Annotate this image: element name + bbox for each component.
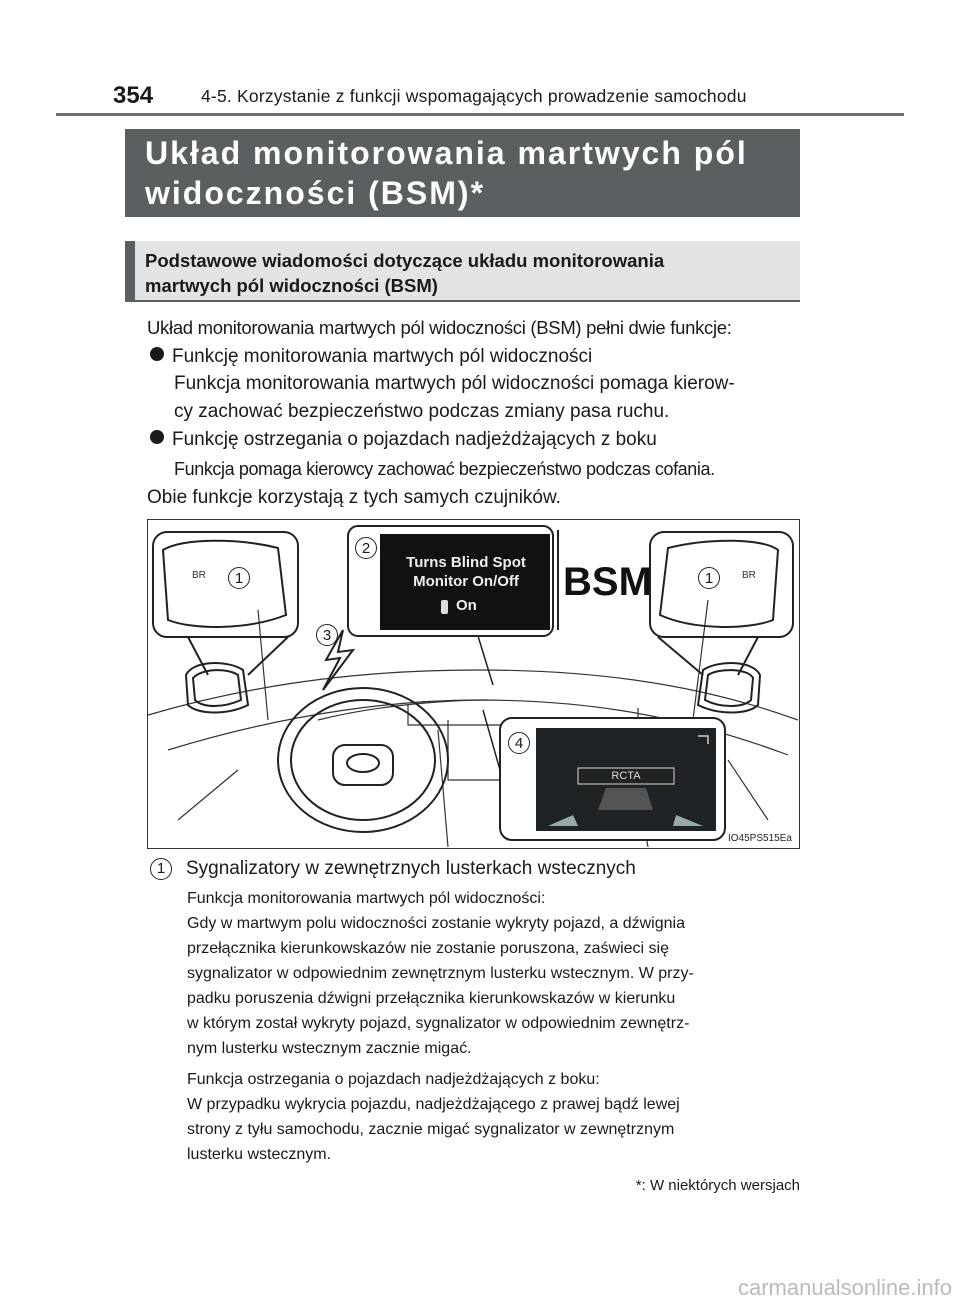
subtitle-line2: martwych pól widoczności (BSM) xyxy=(145,275,438,296)
bsm-label: BSM xyxy=(563,560,652,604)
subtitle-box xyxy=(125,241,800,302)
callout-3: 3 xyxy=(316,624,338,646)
p1-line-2: przełącznika kierunkowskazów nie zostanie poruszona, zaświeci się xyxy=(187,940,670,957)
bullet-1-title xyxy=(150,344,592,370)
p2-head: Funkcja ostrzegania o pojazdach nadjeżdżających z boku: xyxy=(187,1071,600,1088)
footnote: *: W niektórych wersjach xyxy=(635,1177,800,1194)
callout-1-left: 1 xyxy=(228,567,250,589)
p1-line-6: nym lusterku wstecznym zacznie migać. xyxy=(187,1040,472,1057)
p2-line-3: lusterku wstecznym. xyxy=(187,1146,332,1163)
left-mirror xyxy=(186,663,248,712)
left-mirror-zoom xyxy=(153,532,298,675)
p1-line-4: padku poruszenia dźwigni przełącznika kierunkowskazów w kierunku xyxy=(187,990,676,1007)
p1-line-3: sygnalizator w odpowiednim zewnętrznym lusterku wstecznym. W przy- xyxy=(187,965,694,982)
sensors-note: Obie funkcje korzystają z tych samych czujników. xyxy=(147,487,561,508)
mirror-badge-left: BR xyxy=(192,570,206,581)
main-title-line2: widoczności (BSM)* xyxy=(145,175,486,211)
steering-wheel xyxy=(278,688,448,832)
bullet-dot-icon xyxy=(150,430,164,444)
p2-line-2: strony z tyłu samochodu, zacznie migać sygnalizator w zewnętrznym xyxy=(187,1121,675,1138)
callout-2: 2 xyxy=(355,537,377,559)
p1-line-5: w którym został wykryty pojazd, sygnalizator w odpowiednim zewnętrz- xyxy=(187,1015,690,1032)
item-number-badge: 1 xyxy=(150,858,172,880)
header-rule xyxy=(56,113,904,116)
bullet-1-desc-1: Funkcja monitorowania martwych pól widoczności pomaga kierow- xyxy=(174,373,735,394)
mirror-badge-right: BR xyxy=(742,570,756,581)
rcta-label: RCTA xyxy=(611,770,641,782)
main-title-line1: Układ monitorowania martwych pól xyxy=(145,135,748,171)
page-number: 354 xyxy=(113,82,154,109)
item-1-heading xyxy=(150,856,636,882)
figure xyxy=(147,519,800,849)
section-title: 4-5. Korzystanie z funkcji wspomagających prowadzenie samochodu xyxy=(201,86,747,106)
bullet-1-title-text: Funkcję monitorowania martwych pól widoczności xyxy=(172,346,593,367)
p1-line-1: Gdy w martwym polu widoczności zostanie wykryty pojazd, a dźwignia xyxy=(187,915,685,932)
bullet-2-desc-1: Funkcja pomaga kierowcy zachować bezpieczeństwo podczas cofania. xyxy=(174,459,715,479)
figure-code: IO45PS515Ea xyxy=(728,833,792,844)
callout-4: 4 xyxy=(508,732,530,754)
subtitle-line1: Podstawowe wiadomości dotyczące układu monitorowania xyxy=(145,250,665,271)
callout-1-right: 1 xyxy=(698,567,720,589)
display-text-1: Turns Blind Spot xyxy=(406,554,526,571)
p2-line-1: W przypadku wykrycia pojazdu, nadjeżdżającego z prawej bądź lewej xyxy=(187,1096,680,1113)
main-title xyxy=(125,129,800,217)
bullet-dot-icon xyxy=(150,347,164,361)
bullet-2-title-text: Funkcję ostrzegania o pojazdach nadjeżdżających z boku xyxy=(172,429,657,450)
bullet-2-title xyxy=(150,427,657,453)
display-text-2: Monitor On/Off xyxy=(413,573,519,590)
item-1-title: Sygnalizatory w zewnętrznych lusterkach wstecznych xyxy=(186,858,636,879)
bullet-1-desc-2: cy zachować bezpieczeństwo podczas zmiany pasa ruchu. xyxy=(174,401,670,422)
display-text-3: On xyxy=(456,597,477,614)
right-mirror-zoom xyxy=(650,532,793,675)
switch-icon xyxy=(441,600,448,614)
intro-text: Układ monitorowania martwych pól widoczności (BSM) pełni dwie funkcje: xyxy=(147,317,732,338)
p1-head: Funkcja monitorowania martwych pól widoczności: xyxy=(187,890,546,907)
watermark: carmanualsonline.info xyxy=(737,1275,952,1300)
